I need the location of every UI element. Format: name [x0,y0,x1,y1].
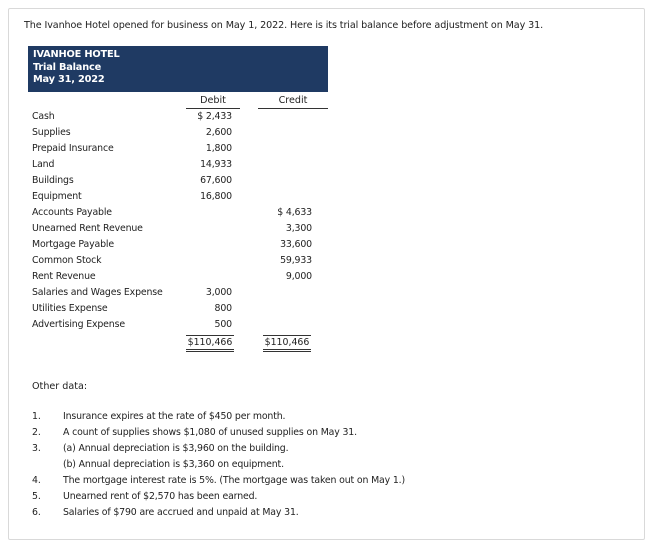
table-row [32,173,332,189]
account-name: Land [32,159,55,170]
statement-title: Trial Balance [33,61,102,73]
list-number: 3. [32,443,41,454]
list-item [32,489,592,505]
account-name: Cash [32,111,55,122]
statement-date: May 31, 2022 [33,74,105,85]
other-data-list [32,409,592,521]
list-text: A count of supplies shows $1,080 of unused supplies on May 31. [63,427,357,438]
table-row [32,125,332,141]
list-item [32,505,592,521]
list-item [32,409,592,425]
debit-amount: 67,600 [200,175,232,186]
account-name: Utilities Expense [32,303,108,314]
table-row [32,141,332,157]
credit-amount: 3,300 [285,223,312,234]
list-number: 4. [32,475,41,486]
table-row [32,205,332,221]
debit-amount: 14,933 [200,159,232,170]
account-name: Buildings [32,175,74,186]
account-name: Mortgage Payable [32,239,114,250]
list-text: Salaries of $790 are accrued and unpaid at May 31. [63,507,299,518]
debit-amount: 500 [214,319,232,330]
table-row [32,285,332,301]
company-name: IVANHOE HOTEL [33,49,120,60]
list-item [32,473,592,489]
table-row [32,301,332,317]
list-number: 6. [32,507,41,518]
list-number: 2. [32,427,41,438]
table-row [32,189,332,205]
credit-amount: 59,933 [280,255,312,266]
debit-column-header: Debit [200,95,226,106]
table-row [32,157,332,173]
debit-amount: 16,800 [200,191,232,202]
total-credit: $110,466 [263,335,311,352]
list-number: 5. [32,491,41,502]
table-row [32,221,332,237]
account-name: Salaries and Wages Expense [32,287,163,298]
account-name: Rent Revenue [32,271,96,282]
debit-amount: $ 2,433 [197,111,232,122]
intro-text: The Ivanhoe Hotel opened for business on May 1, 2022. Here is its trial balance before adjustment on May 31. [24,20,544,31]
table-row [32,269,332,285]
list-number: 1. [32,411,41,422]
list-text: (a) Annual depreciation is $3,960 on the building. [63,443,289,454]
credit-amount: 9,000 [285,271,312,282]
account-name: Common Stock [32,255,102,266]
account-name: Advertising Expense [32,319,125,330]
table-row [32,237,332,253]
credit-amount: $ 4,633 [277,207,312,218]
list-text: (b) Annual depreciation is $3,360 on equipment. [63,459,284,470]
list-item [32,425,592,441]
list-text: The mortgage interest rate is 5%. (The mortgage was taken out on May 1.) [63,475,405,486]
debit-amount: 3,000 [205,287,232,298]
other-data-heading: Other data: [32,381,88,392]
trial-balance-header [28,46,328,92]
table-row [32,317,332,333]
list-text: Unearned rent of $2,570 has been earned. [63,491,258,502]
account-name: Accounts Payable [32,207,112,218]
debit-amount: 2,600 [205,127,232,138]
list-item [32,457,592,473]
account-name: Supplies [32,127,71,138]
account-name: Unearned Rent Revenue [32,223,143,234]
table-row [32,253,332,269]
list-text: Insurance expires at the rate of $450 per month. [63,411,286,422]
debit-amount: 800 [214,303,232,314]
account-name: Equipment [32,191,82,202]
account-name: Prepaid Insurance [32,143,114,154]
list-item [32,441,592,457]
credit-amount: 33,600 [280,239,312,250]
debit-amount: 1,800 [205,143,232,154]
table-row [32,109,332,125]
credit-column-header: Credit [278,95,308,106]
total-debit: $110,466 [186,335,234,352]
